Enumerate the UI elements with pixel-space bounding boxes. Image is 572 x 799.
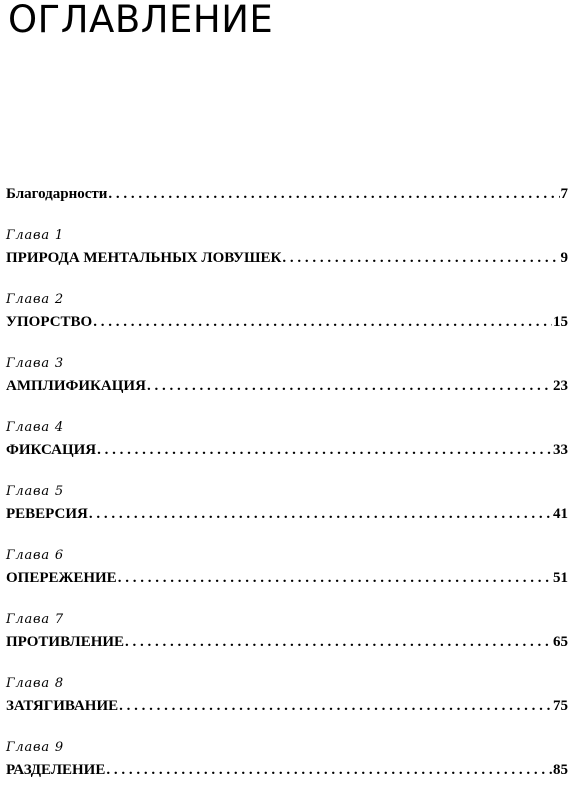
chapter-label: Глава 7 [6, 612, 64, 627]
toc-entry-title: Благодарности [6, 186, 108, 202]
dot-leader [106, 758, 552, 782]
chapter-entry-6[interactable] [6, 546, 568, 592]
toc-entry-page: 41 [553, 506, 568, 522]
chapter-entry-1[interactable] [6, 226, 568, 272]
toc-entry-page: 85 [553, 762, 568, 778]
dot-leader [97, 438, 552, 462]
toc-entry [6, 566, 568, 592]
toc-entry-title: ЗАТЯГИВАНИЕ [6, 698, 119, 714]
chapter-label: Глава 2 [6, 292, 64, 307]
dot-leader [147, 374, 552, 398]
chapter-entry-5[interactable] [6, 482, 568, 528]
toc-entry-title: ПРОТИВЛЕНИЕ [6, 634, 125, 650]
toc-entry-page: 7 [560, 186, 568, 202]
toc-entry [6, 758, 568, 784]
toc-entry-acknowledgements[interactable] [6, 182, 568, 208]
chapter-label: Глава 3 [6, 356, 64, 371]
page-title: ОГЛАВЛЕНИЕ [8, 0, 274, 41]
toc-entry-page: 33 [553, 442, 568, 458]
dot-leader [89, 502, 552, 526]
toc-entry-title: РАЗДЕЛЕНИЕ [6, 762, 106, 778]
toc-entry-title: ФИКСАЦИЯ [6, 442, 97, 458]
toc-entry [6, 502, 568, 528]
toc-entry-title: ОПЕРЕЖЕНИЕ [6, 570, 117, 586]
toc-entry [6, 438, 568, 464]
toc-entry-page: 23 [553, 378, 568, 394]
chapter-entry-3[interactable] [6, 354, 568, 400]
dot-leader [119, 694, 552, 718]
chapter-entry-8[interactable] [6, 674, 568, 720]
toc-entry-page: 15 [553, 314, 568, 330]
toc-entry-page: 75 [553, 698, 568, 714]
chapter-label: Глава 1 [6, 228, 64, 243]
chapter-entry-7[interactable] [6, 610, 568, 656]
toc-entry-page: 65 [553, 634, 568, 650]
toc-entry [6, 694, 568, 720]
toc-entry-title: ПРИРОДА МЕНТАЛЬНЫХ ЛОВУШЕК [6, 250, 282, 266]
table-of-contents [6, 182, 568, 784]
toc-entry [6, 246, 568, 272]
chapter-label: Глава 8 [6, 676, 64, 691]
chapter-entry-9[interactable] [6, 738, 568, 784]
chapter-entry-2[interactable] [6, 290, 568, 336]
chapter-label: Глава 4 [6, 420, 64, 435]
toc-entry-title: УПОРСТВО [6, 314, 93, 330]
dot-leader [93, 310, 552, 334]
toc-entry [6, 630, 568, 656]
chapter-label: Глава 5 [6, 484, 64, 499]
chapter-label: Глава 9 [6, 740, 64, 755]
toc-entry-title: РЕВЕРСИЯ [6, 506, 88, 522]
toc-entry-page: 9 [560, 250, 568, 266]
dot-leader [125, 630, 552, 654]
chapter-entry-4[interactable] [6, 418, 568, 464]
toc-entry-page: 51 [553, 570, 568, 586]
toc-entry-title: АМПЛИФИКАЦИЯ [6, 378, 146, 394]
dot-leader [282, 246, 559, 270]
toc-entry [6, 374, 568, 400]
dot-leader [118, 566, 552, 590]
chapter-label: Глава 6 [6, 548, 64, 563]
dot-leader [108, 182, 559, 206]
toc-entry [6, 310, 568, 336]
